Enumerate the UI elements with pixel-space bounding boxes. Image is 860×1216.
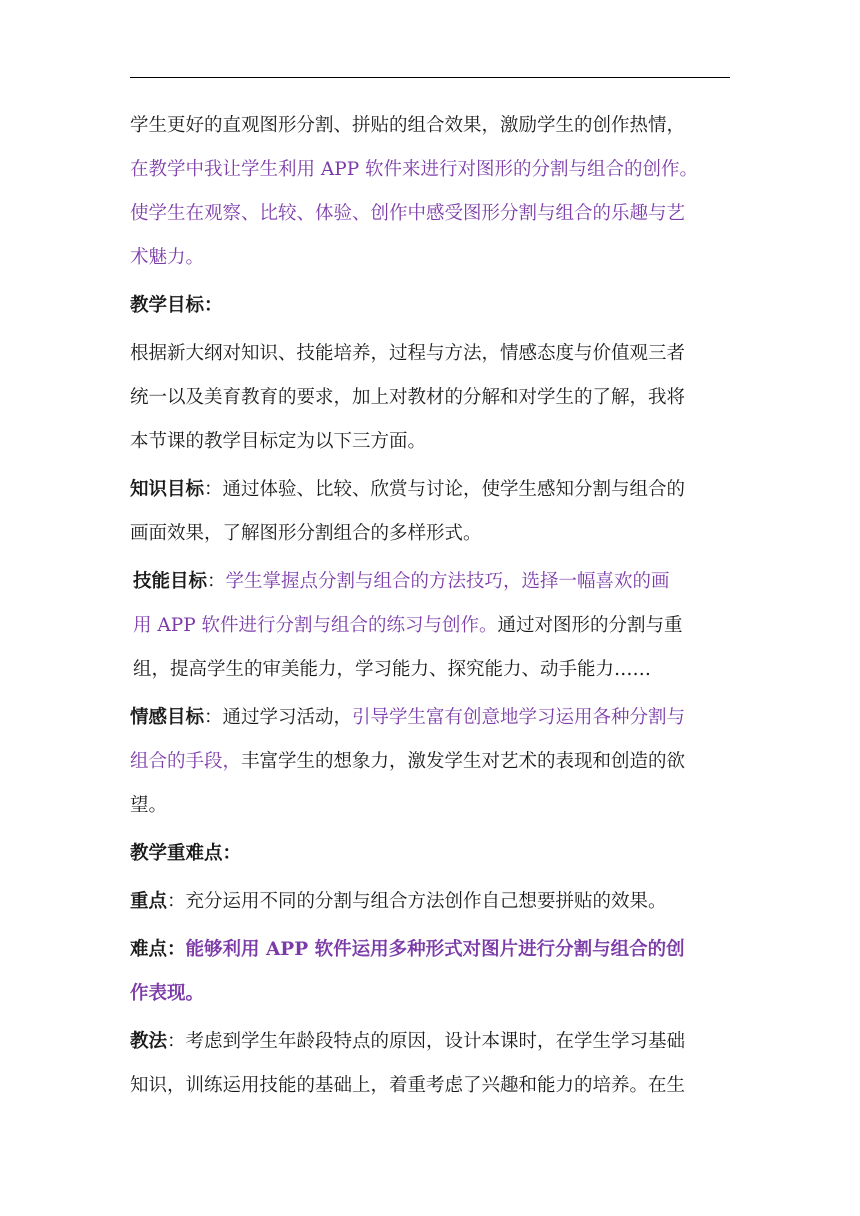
emotion-text-black-2: 丰富学生的想象力，激发学生对艺术的表现和创造的欲	[241, 751, 686, 772]
keypoints-heading	[130, 832, 730, 876]
objectives-line-1: 根据新大纲对知识、技能培养，过程与方法，情感态度与价值观三者	[130, 343, 686, 364]
document-body	[130, 104, 730, 1112]
emotion-text-purple-1: 引导学生富有创意地学习运用各种分割与	[352, 707, 686, 728]
intro-paragraph	[130, 104, 730, 280]
emotion-line-2	[130, 740, 730, 784]
emotion-line-1	[130, 696, 730, 740]
emotion-text-black-1: ：通过学习活动，	[204, 707, 353, 728]
difficulty-label: 难点：	[130, 939, 186, 960]
focus-text: ：充分运用不同的分割与组合方法创作自己想要拼贴的效果。	[167, 891, 667, 912]
intro-line-2: 在教学中我让学生利用 APP 软件来进行对图形的分割与组合的创作。	[130, 159, 699, 180]
emotion-label: 情感目标	[130, 707, 205, 728]
intro-line-3: 使学生在观察、比较、体验、创作中感受图形分割与组合的乐趣与艺	[130, 203, 686, 224]
objectives-line-2: 统一以及美育教育的要求，加上对教材的分解和对学生的了解，我将	[130, 387, 686, 408]
focus-point	[130, 880, 730, 924]
knowledge-objective	[130, 468, 730, 556]
knowledge-text: ：通过体验、比较、欣赏与讨论，使学生感知分割与组合的	[204, 479, 686, 500]
skill-text-purple-1: 学生掌握点分割与组合的方法技巧，选择一幅喜欢的画	[225, 571, 670, 592]
skill-text-black-2: 通过对图形的分割与重	[497, 615, 683, 636]
skill-objective	[130, 560, 730, 692]
keypoints-heading-text: 教学重难点：	[130, 843, 242, 864]
method-label: 教法	[130, 1031, 168, 1052]
intro-line-4: 术魅力。	[130, 247, 205, 268]
difficulty-text-1: 能够利用 APP 软件运用多种形式对图片进行分割与组合的创	[185, 939, 685, 960]
method-text-1: ：考虑到学生年龄段特点的原因，设计本课时，在学生学习基础	[167, 1031, 686, 1052]
knowledge-line-2: 画面效果，了解图形分割组合的多样形式。	[130, 523, 482, 544]
objectives-line-3: 本节课的教学目标定为以下三方面。	[130, 431, 427, 452]
emotion-line-3: 望。	[130, 795, 168, 816]
skill-line-2	[133, 604, 730, 648]
skill-line-3: 组，提高学生的审美能力，学习能力、探究能力、动手能力……	[133, 659, 652, 680]
focus-line	[130, 880, 730, 924]
focus-label: 重点	[130, 891, 168, 912]
skill-text-purple-2: 用 APP 软件进行分割与组合的练习与创作。	[133, 615, 498, 636]
difficulty-line-2: 作表现。	[130, 983, 205, 1004]
method-line-2: 知识，训练运用技能的基础上，着重考虑了兴趣和能力的培养。在生	[130, 1075, 686, 1096]
difficulty-line-1	[130, 928, 730, 972]
emotion-objective	[130, 696, 730, 828]
objectives-heading-text: 教学目标：	[130, 295, 223, 316]
knowledge-line-1	[130, 468, 730, 512]
knowledge-label: 知识目标	[130, 479, 205, 500]
difficulty-point	[130, 928, 730, 1016]
method-paragraph	[130, 1020, 730, 1108]
intro-line-1: 学生更好的直观图形分割、拼贴的组合效果，激励学生的创作热情，	[130, 115, 686, 136]
objectives-paragraph	[130, 332, 730, 464]
method-line-1	[130, 1020, 730, 1064]
objectives-heading	[130, 284, 730, 328]
skill-line-1	[133, 560, 730, 604]
header-rule	[130, 77, 730, 78]
emotion-text-purple-2: 组合的手段，	[130, 751, 242, 772]
skill-colon: ：	[207, 571, 226, 592]
skill-label: 技能目标	[133, 571, 208, 592]
